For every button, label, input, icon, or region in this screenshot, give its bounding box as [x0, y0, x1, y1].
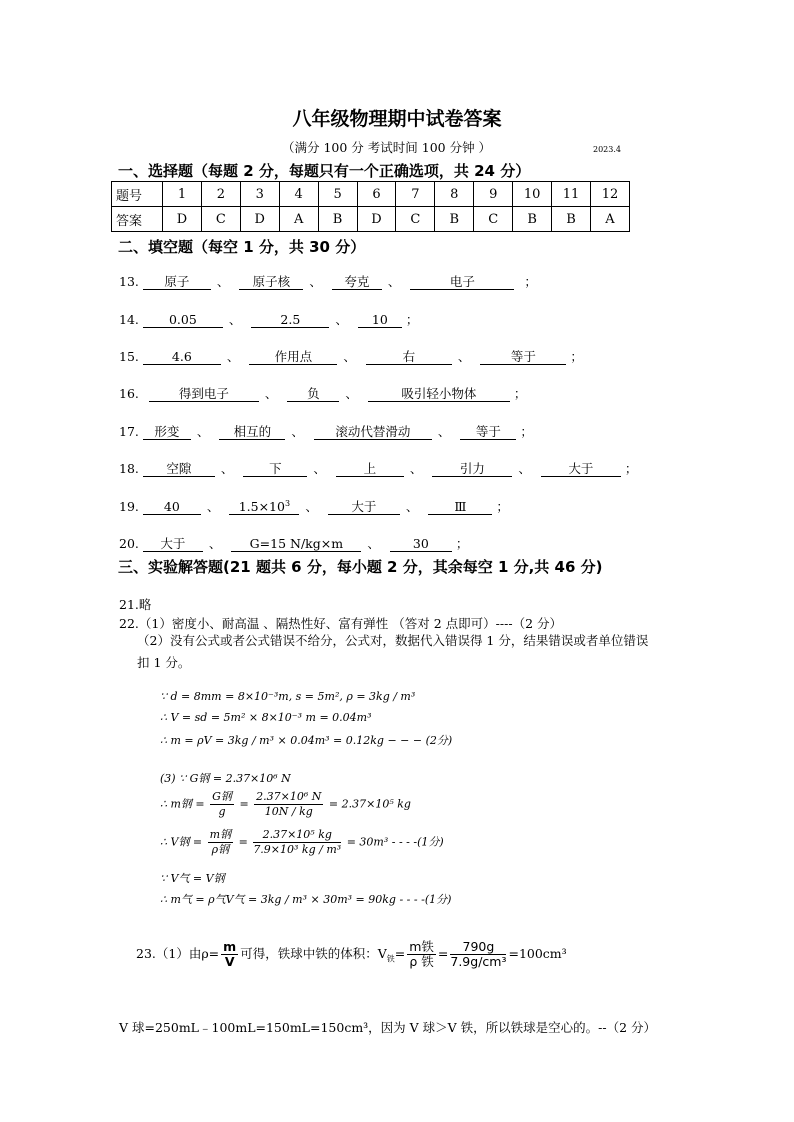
table-row [112, 182, 630, 207]
table-cell: 9 [474, 182, 513, 207]
blank-answer: 空隙 [143, 461, 215, 477]
blank-answer: 得到电子 [149, 386, 259, 402]
blank-answer: 引力 [432, 461, 512, 477]
question-number: 18. [119, 461, 139, 476]
table-header-answer: 答案 [112, 207, 163, 232]
table-cell: C [474, 207, 513, 232]
question-17: 17. 形变 、 相互的 、 滚动代替滑动 、 等于 ； [119, 424, 533, 439]
table-header-number: 题号 [112, 182, 163, 207]
question-23-line1: 23.（1）由ρ= $\frac{m}{V}$ 可得，铁球中铁的体积：$V_铁=$ $\frac{\text{m铁}}{\text{ρ 铁}}$ = $\frac{790g}{\text{7.9g/cm³}}$ =100cm³ [136, 939, 567, 969]
blank-answer: 右 [366, 349, 452, 365]
formula-text: 可得，铁球中铁的体积：V [240, 946, 387, 961]
formula-line: ∵ d = 8mm = 8×10⁻³m, s = 5m², ρ = 3kg / m³ [160, 690, 416, 703]
section-3-heading: 三、实验解答题(21 题共 6 分，每小题 2 分，其余每空 1 分,共 46 分) [118, 558, 603, 576]
numerator: m [223, 939, 237, 954]
punctuation: ； [513, 386, 527, 401]
table-cell: 10 [513, 182, 552, 207]
question-number: 19. [119, 499, 139, 515]
blank-answer: 0.05 [143, 312, 223, 328]
numerator: 2.37×10⁵ kg [253, 828, 341, 843]
formula-line: ∵ V气 = V钢 [160, 872, 225, 885]
table-cell: D [240, 207, 279, 232]
table-cell: A [279, 207, 318, 232]
table-cell: B [318, 207, 357, 232]
question-number: 15. [119, 349, 139, 364]
denominator: V [224, 954, 235, 969]
blank-answer: 等于 [460, 424, 516, 440]
punctuation: ； [570, 349, 583, 364]
table-cell: D [163, 207, 202, 232]
punctuation: ； [405, 312, 419, 327]
formula-line [160, 790, 411, 819]
blank-answer: 原子 [143, 274, 211, 290]
section-2-heading: 二、填空题（每空 1 分，共 30 分） [118, 238, 366, 256]
table-cell: 1 [163, 182, 202, 207]
formula-text: =100cm³ [508, 946, 567, 961]
blank-answer: 40 [143, 499, 201, 515]
punctuation: ； [624, 461, 638, 476]
table-cell: A [590, 207, 629, 232]
equals: = [239, 797, 249, 811]
blank-answer: 大于 [541, 461, 621, 477]
table-cell: 7 [396, 182, 435, 207]
fraction [253, 828, 341, 857]
fraction [208, 828, 233, 857]
punctuation: ； [524, 274, 537, 289]
table-cell: C [201, 207, 240, 232]
blank-answer [229, 496, 299, 515]
denominator: 7.9g/cm³ [450, 954, 507, 969]
question-18: 18. 空隙 、 下 、 上 、 引力 、 大于 ； [119, 461, 638, 476]
blank-answer: Ⅲ [428, 499, 492, 515]
fraction [254, 790, 323, 819]
blank-answer: 下 [243, 461, 307, 477]
table-cell: 5 [318, 182, 357, 207]
blank-answer: 电子 [410, 274, 514, 290]
exam-date: 2023.4 [593, 145, 621, 154]
question-21: 21.略 [119, 597, 152, 612]
formula-line: ∴ V = sd = 5m² × 8×10⁻³ m = 0.04m³ [160, 711, 372, 724]
table-cell: 11 [552, 182, 591, 207]
denominator: ρ 铁 [409, 954, 434, 969]
punctuation: ； [455, 536, 469, 551]
question-number: 20. [119, 536, 139, 551]
exam-info: （满分 100 分 考试时间 100 分钟 ） [282, 140, 492, 155]
formula-line [160, 828, 444, 857]
blank-answer: 吸引轻小物体 [368, 386, 510, 402]
question-13: 13. 原子 、 原子核 、 夸克 、 电子 ； [119, 274, 537, 289]
table-cell: B [552, 207, 591, 232]
table-cell: 2 [201, 182, 240, 207]
question-14: 14. 0.05 、 2.5 、 10 ； [119, 312, 419, 327]
blank-answer: 30 [390, 536, 452, 552]
blank-answer: 原子核 [239, 274, 303, 290]
table-cell: 8 [435, 182, 474, 207]
question-15: 15. 4.6 、 作用点 、 右 、 等于 ； [119, 349, 583, 364]
blank-answer: 负 [287, 386, 339, 402]
answer-text: 1.5×10 [238, 499, 285, 515]
blank-answer: 上 [336, 461, 404, 477]
table-cell: B [513, 207, 552, 232]
blank-answer: 大于 [328, 499, 400, 515]
section-1-heading: 一、选择题（每题 2 分，每题只有一个正确选项，共 24 分） [118, 162, 531, 180]
question-number: 13. [119, 274, 139, 289]
answer-table [111, 181, 630, 232]
table-cell: D [357, 207, 396, 232]
blank-answer: 作用点 [249, 349, 337, 365]
punctuation: ； [496, 499, 509, 515]
exponent: 3 [284, 499, 291, 508]
formula-line: ∴ m = ρV = 3kg / m³ × 0.04m³ = 0.12kg − − − (2分) [160, 734, 453, 747]
question-22-part2: （2）没有公式或者公式错误不给分，公式对，数据代入错误得 1 分，结果错误或者单位错误扣 1 分。 [137, 633, 649, 670]
subscript: 铁 [386, 954, 395, 964]
question-19: 19. 40 、 $1.5\times 10^3$ 、 大于 、 Ⅲ ； [119, 496, 509, 515]
table-row [112, 207, 630, 232]
blank-answer: 滚动代替滑动 [314, 424, 432, 440]
question-16: 16. 得到电子 、 负 、 吸引轻小物体 ； [119, 386, 527, 401]
numerator: 790g [450, 940, 506, 955]
formula-text: = 2.37×10⁵ kg [328, 797, 411, 811]
formula-text: 23.（1）由ρ= [136, 946, 220, 961]
formula-text: = 30m³ - - - -(1分) [346, 835, 444, 849]
equals: = [394, 946, 406, 961]
table-cell: 6 [357, 182, 396, 207]
blank-answer: G=15 N/kg×m [231, 536, 361, 552]
denominator: g [218, 805, 226, 818]
blank-answer: 大于 [143, 536, 203, 552]
denominator: 7.9×10³ kg / m³ [253, 843, 342, 856]
fraction [450, 940, 506, 969]
denominator: ρ钢 [211, 843, 230, 856]
blank-answer: 相互的 [219, 424, 285, 440]
formula-line: (3) ∵ G钢 = 2.37×10⁶ N [160, 772, 291, 785]
question-number: 16. [119, 386, 139, 401]
question-20: 20. 大于 、 G=15 N/kg×m 、 30 ； [119, 536, 469, 551]
numerator: m铁 [409, 939, 434, 954]
page-title: 八年级物理期中试卷答案 [292, 108, 502, 130]
blank-answer: 等于 [480, 349, 566, 365]
blank-answer: 形变 [143, 424, 191, 440]
question-number: 17. [119, 424, 139, 439]
formula-text: ∴ m钢 = [160, 797, 205, 811]
blank-answer: 10 [358, 312, 402, 328]
table-cell: B [435, 207, 474, 232]
punctuation: ； [520, 424, 533, 439]
blank-answer: 2.5 [251, 312, 329, 328]
numerator: G钢 [212, 790, 232, 803]
question-number: 14. [119, 312, 139, 327]
fraction [221, 940, 238, 969]
numerator: 2.37×10⁶ N [256, 790, 322, 803]
table-cell: 12 [590, 182, 629, 207]
formula-text: ∴ V钢 = [160, 835, 203, 849]
formula-line: ∴ m气 = ρ气V气 = 3kg / m³ × 30m³ = 90kg - - - -(1分) [160, 893, 452, 906]
numerator: m钢 [209, 828, 232, 841]
table-cell: C [396, 207, 435, 232]
equals: = [238, 835, 248, 849]
blank-answer: 4.6 [143, 349, 221, 365]
denominator: 10N / kg [264, 805, 313, 818]
fraction [407, 940, 436, 969]
table-cell: 4 [279, 182, 318, 207]
question-22-part1: 22.（1）密度小、耐高温 、隔热性好、富有弹性 （答对 2 点即可）----（2 分） [119, 616, 563, 631]
table-cell: 3 [240, 182, 279, 207]
question-23-line2: V 球=250mL﹣100mL=150mL=150cm³，因为 V 球＞V 铁，所以铁球是空心的。--（2 分） [119, 1020, 657, 1035]
blank-answer: 夸克 [332, 274, 382, 290]
fraction [210, 790, 234, 819]
